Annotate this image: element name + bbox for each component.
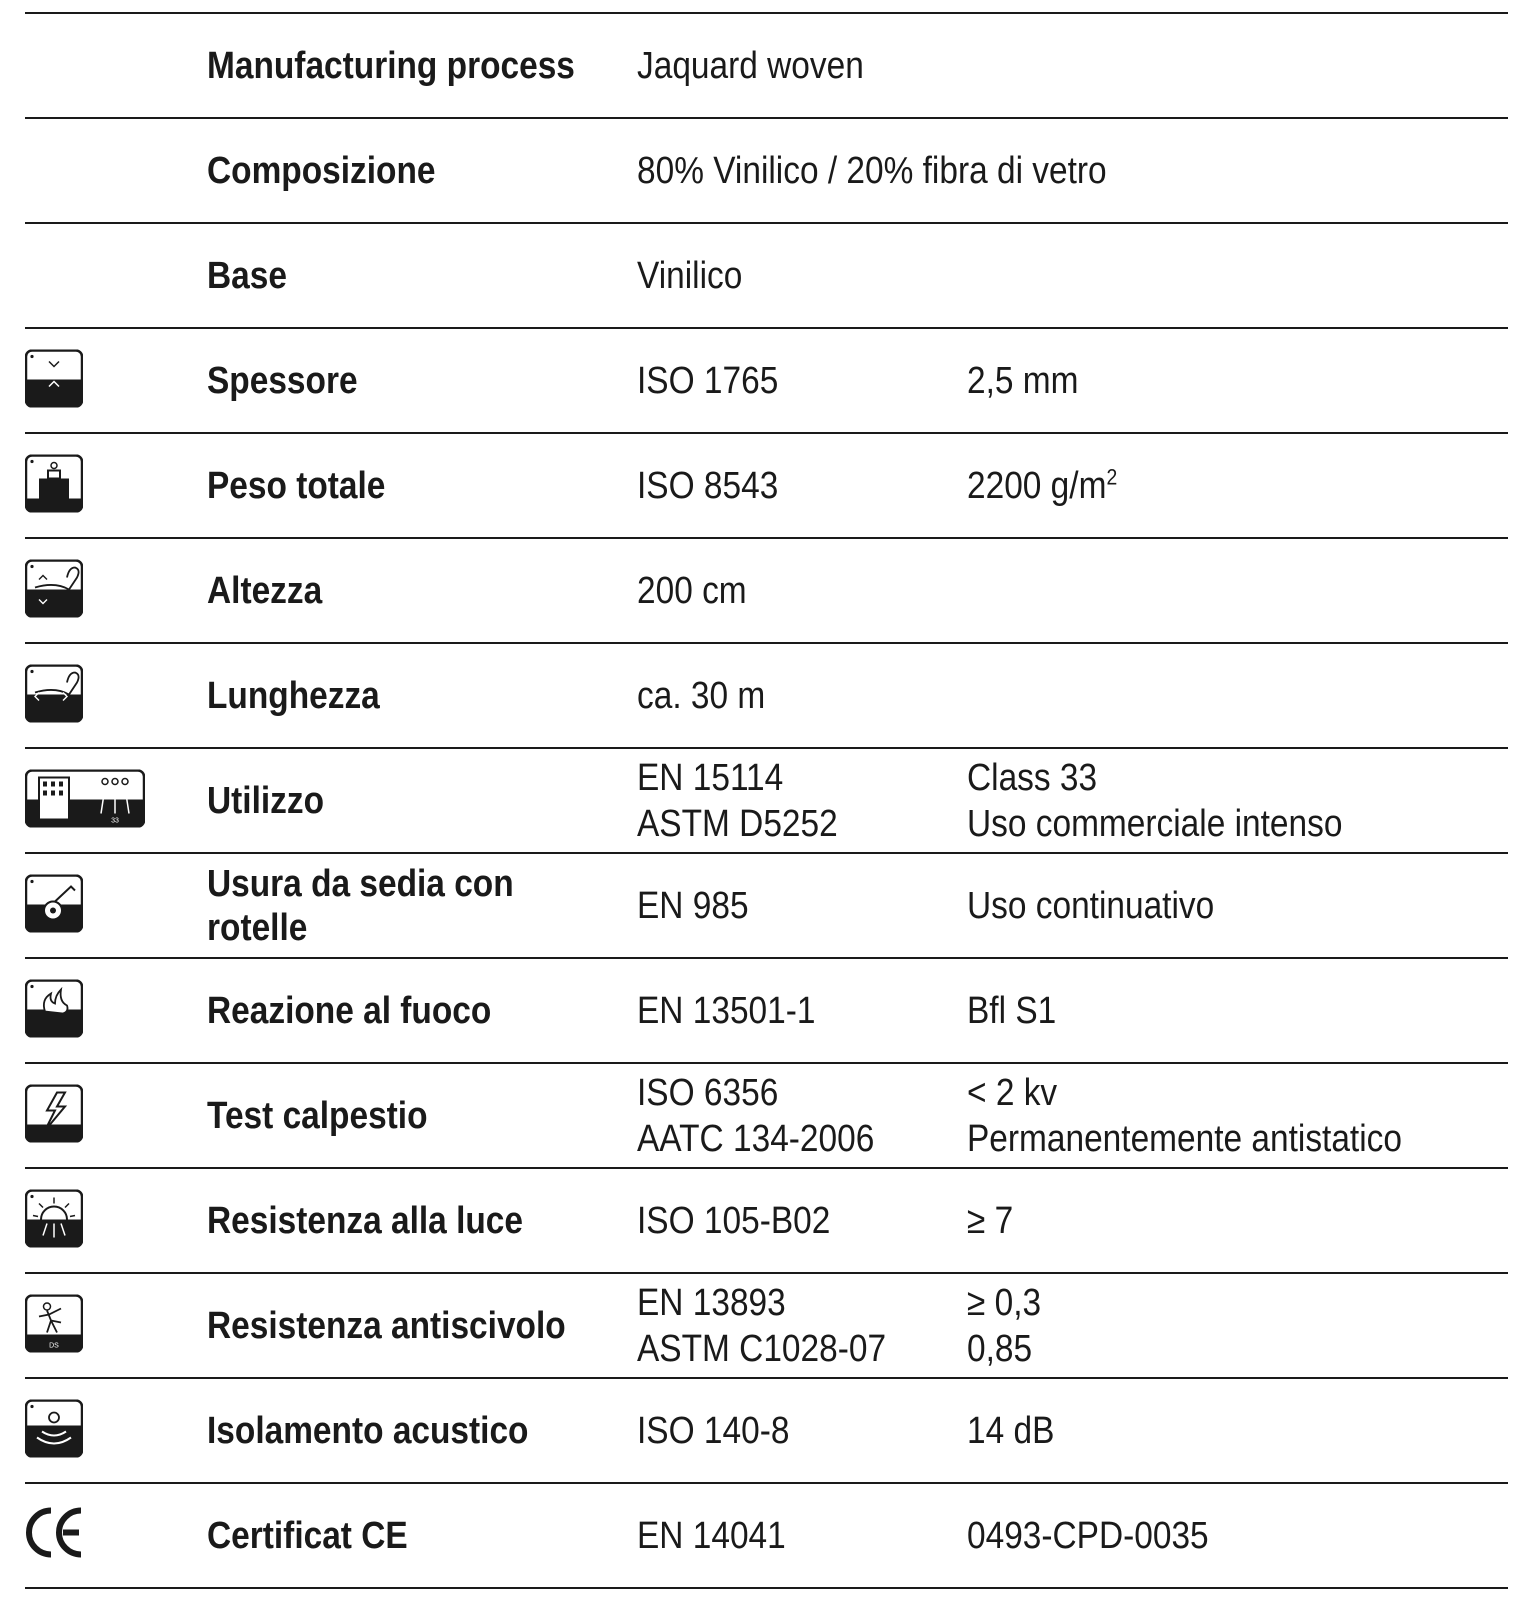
roll-length-icon [25,664,83,727]
spec-row [25,1064,1508,1169]
spec-value-line [967,1326,1041,1372]
spec-value-line [967,1116,1402,1162]
spec-label: Certificat CE [207,1514,408,1557]
spec-value-line [967,358,1078,404]
spec-row [25,1274,1508,1379]
spec-label: Altezza [207,569,323,612]
spec-value [967,755,1342,847]
spec-row [25,224,1508,329]
ce-mark-icon [25,1504,83,1567]
svg-text:DS: DS [49,1342,59,1349]
spec-standard-line: EN 14041 [637,1514,786,1557]
spec-standard [637,1070,874,1162]
spec-label: Peso totale [207,464,386,507]
spec-value [967,883,1214,929]
spec-standard [637,253,742,299]
spec-row [25,959,1508,1064]
spec-value [967,358,1078,404]
spec-value-text: 2,5 mm [967,359,1079,402]
spec-value-text: Class 33 [967,756,1098,799]
spec-label: Manufacturing process [207,44,575,87]
spec-standard-line: ISO 140-8 [637,1409,790,1452]
spec-standard [637,1198,830,1244]
spec-standard [637,148,1107,194]
spec-label: Resistenza antiscivolo [207,1304,566,1347]
spec-standard [637,755,838,847]
light-fastness-icon [25,1189,83,1252]
spec-value-text: Bfl S1 [967,989,1057,1032]
spec-value-text: 0,85 [967,1327,1033,1370]
spec-row [25,539,1508,644]
spec-standard [637,1408,789,1454]
spec-standard-line: ASTM C1028-07 [637,1327,887,1370]
spec-label: Lunghezza [207,674,380,717]
thickness-icon [25,349,83,412]
spec-label: Base [207,254,287,297]
spec-label: Resistenza alla luce [207,1199,523,1242]
spec-standard-line: ISO 105-B02 [637,1199,831,1242]
spec-label: Isolamento acustico [207,1409,529,1452]
spec-label: Utilizzo [207,779,325,822]
spec-value-text: ≥ 7 [967,1199,1014,1242]
spec-standard-line: Jaquard woven [637,44,864,87]
spec-row [25,434,1508,539]
spec-value [967,1513,1209,1559]
spec-row [25,749,1508,854]
spec-label: Reazione al fuoco [207,989,492,1032]
spec-value [967,1408,1054,1454]
spec-value-line [967,755,1342,801]
spec-standard-line: AATC 134-2006 [637,1117,875,1160]
spec-standard-line: ISO 6356 [637,1071,779,1114]
spec-standard [637,988,815,1034]
spec-value-line [967,1198,1013,1244]
spec-value-line [967,463,1117,509]
spec-value-text: 0493-CPD-0035 [967,1514,1209,1557]
spec-value [967,988,1056,1034]
spec-label: Test calpestio [207,1094,428,1137]
spec-value-line [967,1070,1402,1116]
spec-label: Usura da sedia con rotelle [207,862,514,949]
spec-standard-line: 200 cm [637,569,747,612]
spec-standard-line: EN 985 [637,884,749,927]
spec-value-line [967,1408,1054,1454]
spec-row [25,119,1508,224]
spec-standard [637,358,778,404]
spec-standard-line: Vinilico [637,254,743,297]
spec-row [25,644,1508,749]
spec-standard [637,1280,886,1372]
spec-standard [637,43,864,89]
spec-standard-line: EN 15114 [637,756,784,799]
spec-standard [637,673,765,719]
spec-value [967,1070,1402,1162]
spec-table [25,12,1508,1589]
spec-standard [637,568,747,614]
spec-value-text: Uso commerciale intenso [967,802,1343,845]
spec-value-line [967,1513,1209,1559]
spec-label: Composizione [207,149,436,192]
spec-standard-line: EN 13893 [637,1281,786,1324]
spec-value-line [967,988,1056,1034]
spec-value-text: 2200 g/m [967,464,1107,507]
fire-icon [25,979,83,1042]
spec-value [967,1198,1013,1244]
weight-icon [25,454,83,517]
antistatic-icon [25,1084,83,1147]
spec-value-text: 14 dB [967,1409,1055,1452]
spec-row [25,1484,1508,1589]
spec-value-line [967,1280,1041,1326]
spec-label: Spessore [207,359,358,402]
roll-height-icon [25,559,83,622]
usage-class-icon [25,769,145,832]
slip-resistance-icon [25,1294,83,1357]
spec-row [25,854,1508,959]
spec-row [25,1379,1508,1484]
spec-standard [637,463,778,509]
spec-value-line [967,801,1342,847]
spec-row [25,329,1508,434]
acoustic-icon [25,1399,83,1462]
spec-value-text: ≥ 0,3 [967,1281,1042,1324]
spec-standard-line: 80% Vinilico / 20% fibra di vetro [637,149,1107,192]
spec-standard-line: ISO 1765 [637,359,779,402]
spec-value-text: Permanentemente antistatico [967,1117,1402,1160]
castor-chair-icon [25,874,83,937]
spec-standard-line: ISO 8543 [637,464,779,507]
spec-row [25,1169,1508,1274]
spec-value-line [967,883,1214,929]
spec-standard-line: EN 13501-1 [637,989,816,1032]
spec-value [967,463,1117,509]
spec-standard [637,1513,786,1559]
spec-value-text: Uso continuativo [967,884,1215,927]
svg-text:33: 33 [111,817,119,824]
spec-standard-line: ca. 30 m [637,674,766,717]
spec-value-text: < 2 kv [967,1071,1058,1114]
spec-value [967,1280,1041,1372]
spec-value-superscript: 2 [1106,463,1118,489]
spec-row [25,14,1508,119]
spec-standard-line: ASTM D5252 [637,802,838,845]
spec-standard [637,883,749,929]
